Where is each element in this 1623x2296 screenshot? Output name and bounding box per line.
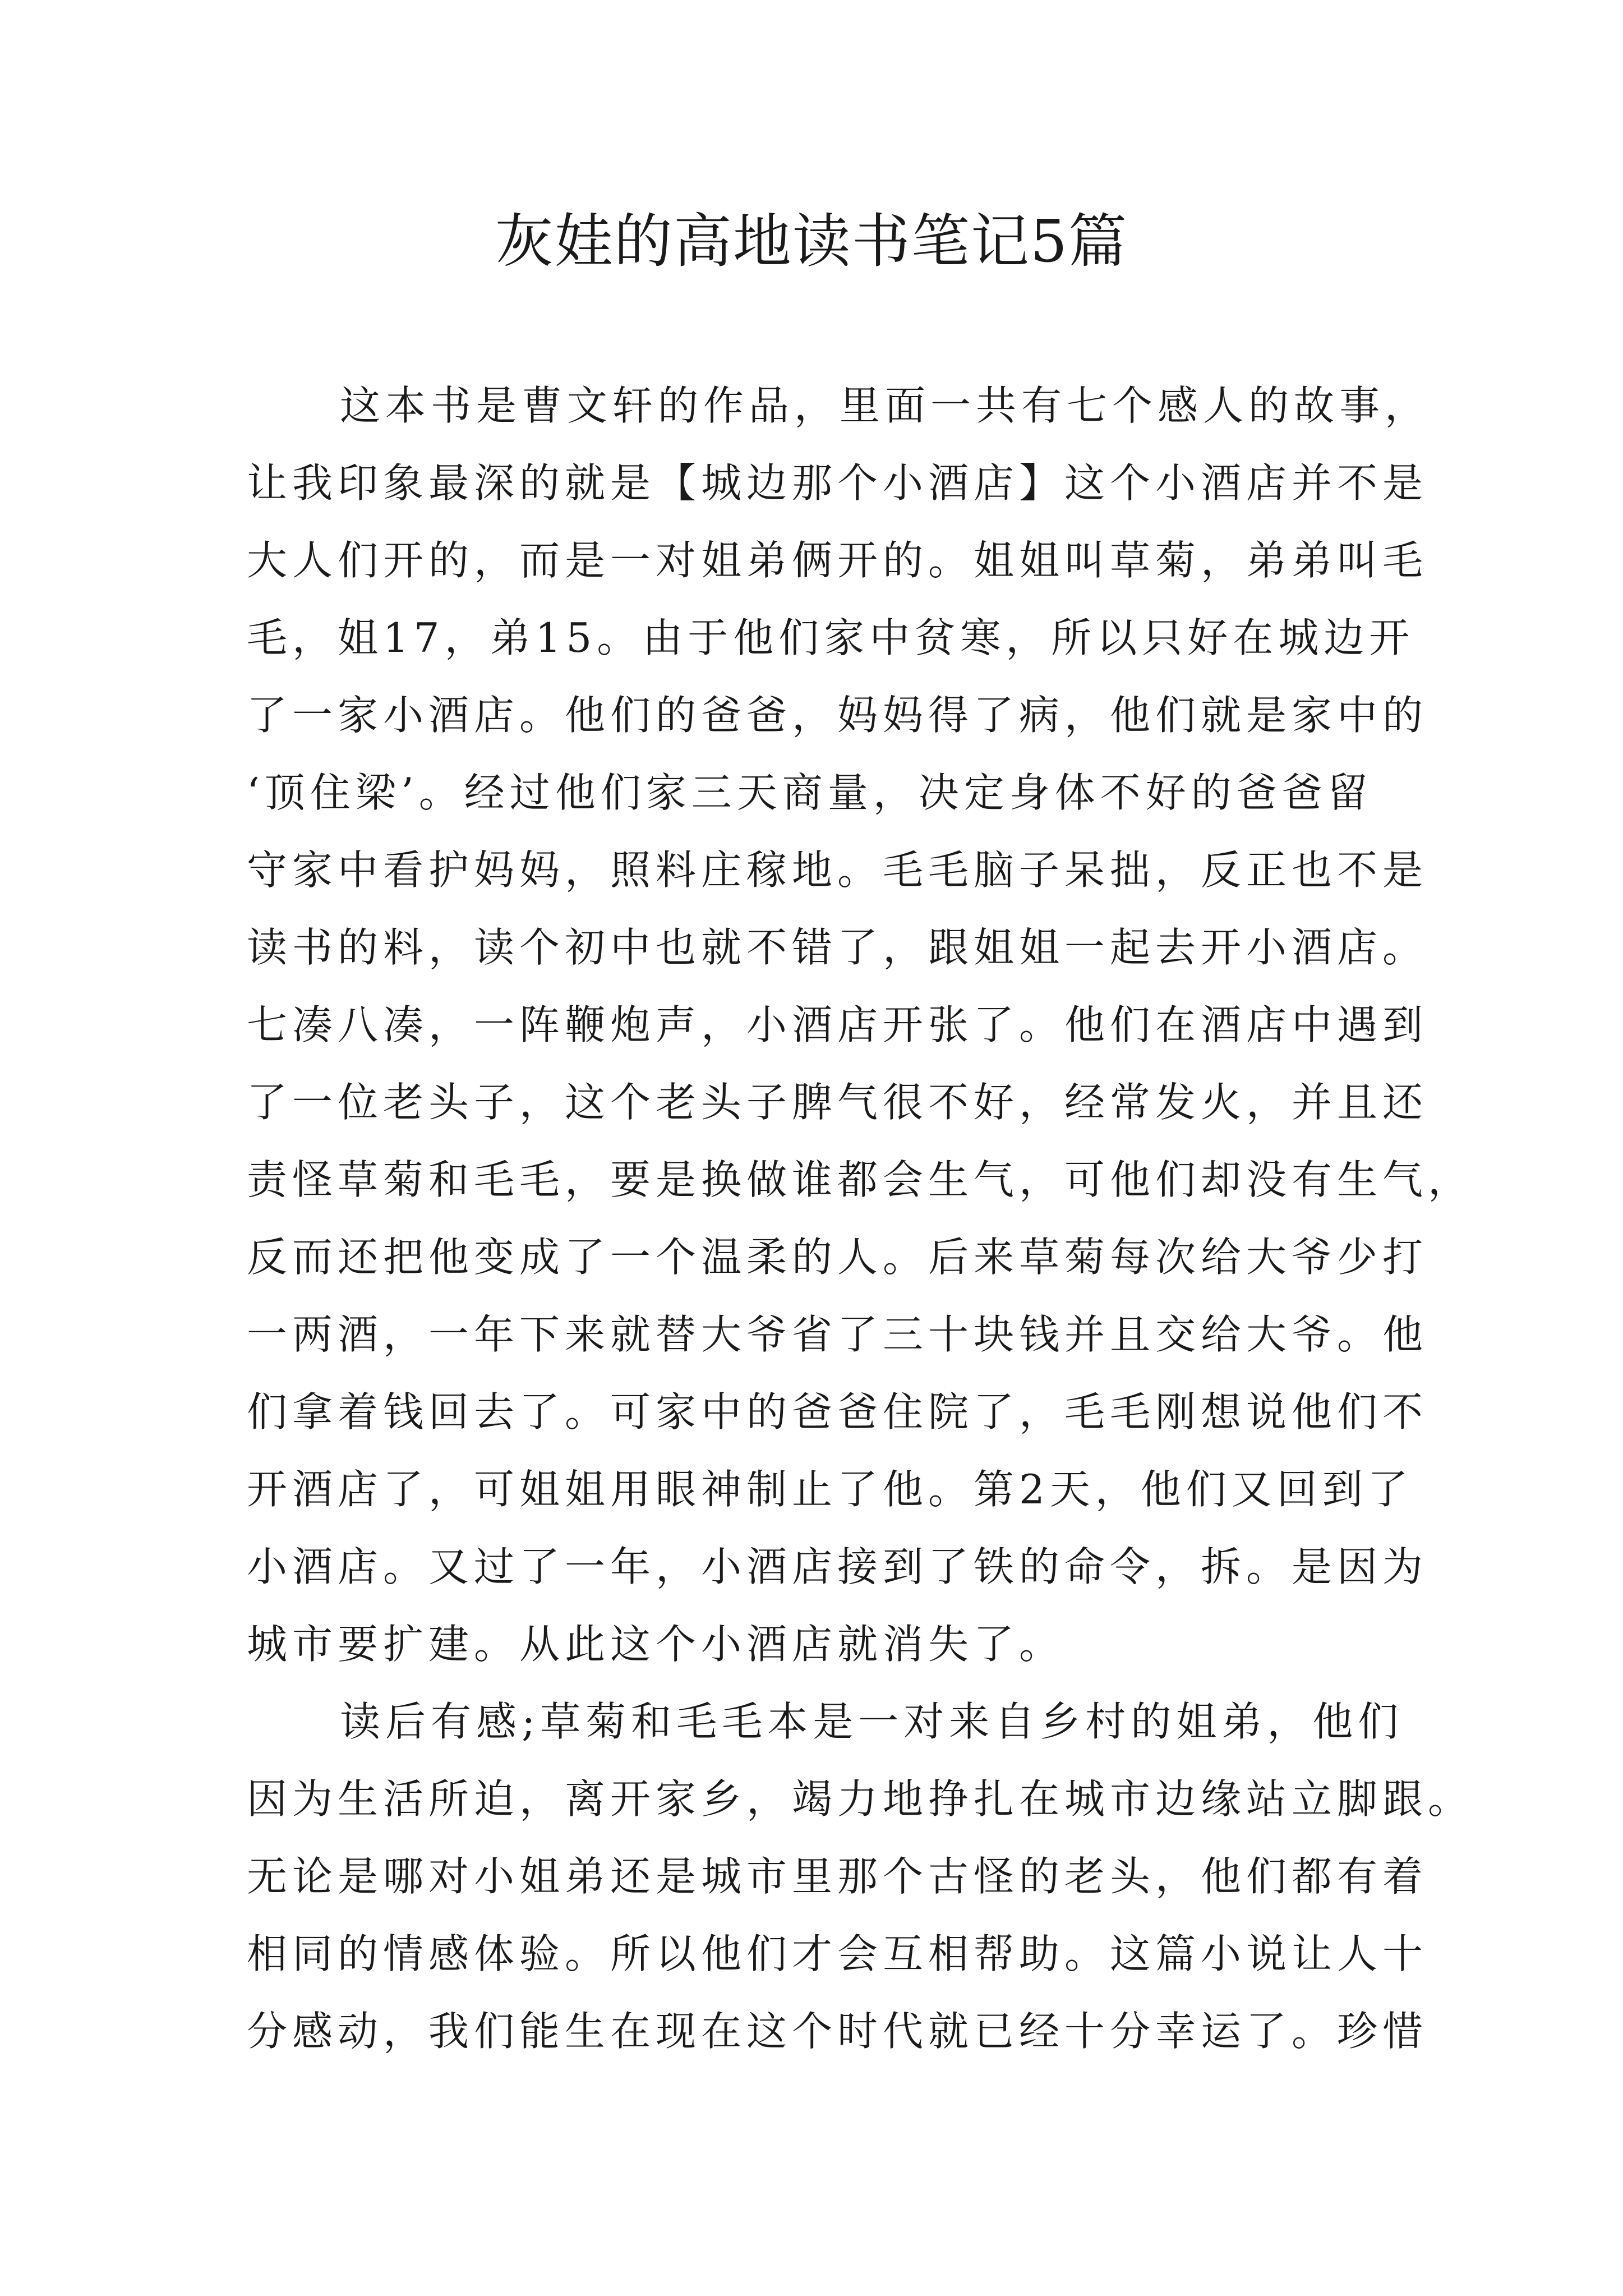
paragraph <box>247 367 1474 1683</box>
text-line: 大人们开的，而是一对姐弟俩开的。姐姐叫草菊，弟弟叫毛 <box>247 537 1428 584</box>
document-body <box>247 367 1474 2070</box>
text-line: 开酒店了，可姐姐用眼神制止了他。第2天，他们又回到了 <box>247 1466 1413 1513</box>
text-line: 了一家小酒店。他们的爸爸，妈妈得了病，他们就是家中的 <box>247 692 1428 739</box>
text-line: 守家中看护妈妈，照料庄稼地。毛毛脑子呆拙，反正也不是 <box>247 846 1428 894</box>
text-line: 们拿着钱回去了。可家中的爸爸住院了，毛毛刚想说他们不 <box>247 1388 1428 1435</box>
text-line: 这本书是曹文轩的作品，里面一共有七个感人的故事， <box>340 382 1431 429</box>
text-line: 分感动，我们能生在现在这个时代就已经十分幸运了。珍惜 <box>247 2008 1428 2055</box>
text-line: 读书的料，读个初中也就不错了，跟姐姐一起去开小酒店。 <box>247 924 1428 971</box>
text-line: 无论是哪对小姐弟还是城市里那个古怪的老头，他们都有着 <box>247 1853 1428 1900</box>
text-line: 责怪草菊和毛毛，要是换做谁都会生气，可他们却没有生气， <box>247 1156 1474 1203</box>
text-line: 七凑八凑，一阵鞭炮声，小酒店开张了。他们在酒店中遇到 <box>247 1001 1428 1048</box>
paragraph <box>247 1683 1474 2070</box>
text-line: 让我印象最深的就是【城边那个小酒店】这个小酒店并不是 <box>247 459 1428 507</box>
text-line: 一两酒，一年下来就替大爷省了三十块钱并且交给大爷。他 <box>247 1311 1428 1358</box>
text-line: 小酒店。又过了一年，小酒店接到了铁的命令，拆。是因为 <box>247 1543 1428 1590</box>
text-line: 城市要扩建。从此这个小酒店就消失了。 <box>247 1621 1065 1668</box>
text-line: 毛，姐17，弟15。由于他们家中贫寒，所以只好在城边开 <box>247 614 1415 661</box>
document-title: 灰娃的高地读书笔记5篇 <box>495 207 1128 275</box>
text-line: 读后有感;草菊和毛毛本是一对来自乡村的姐弟，他们 <box>340 1698 1404 1745</box>
text-line: 了一位老头子，这个老头子脾气很不好，经常发火，并且还 <box>247 1079 1428 1126</box>
text-line: 反而还把他变成了一个温柔的人。后来草菊每次给大爷少打 <box>247 1234 1428 1281</box>
text-line: 相同的情感体验。所以他们才会互相帮助。这篇小说让人十 <box>247 1930 1428 1977</box>
text-line: 因为生活所迫，离开家乡，竭力地挣扎在城市边缘站立脚跟。 <box>247 1775 1474 1823</box>
text-line: ‘顶住梁’。经过他们家三天商量，决定身体不好的爸爸留 <box>247 769 1373 816</box>
